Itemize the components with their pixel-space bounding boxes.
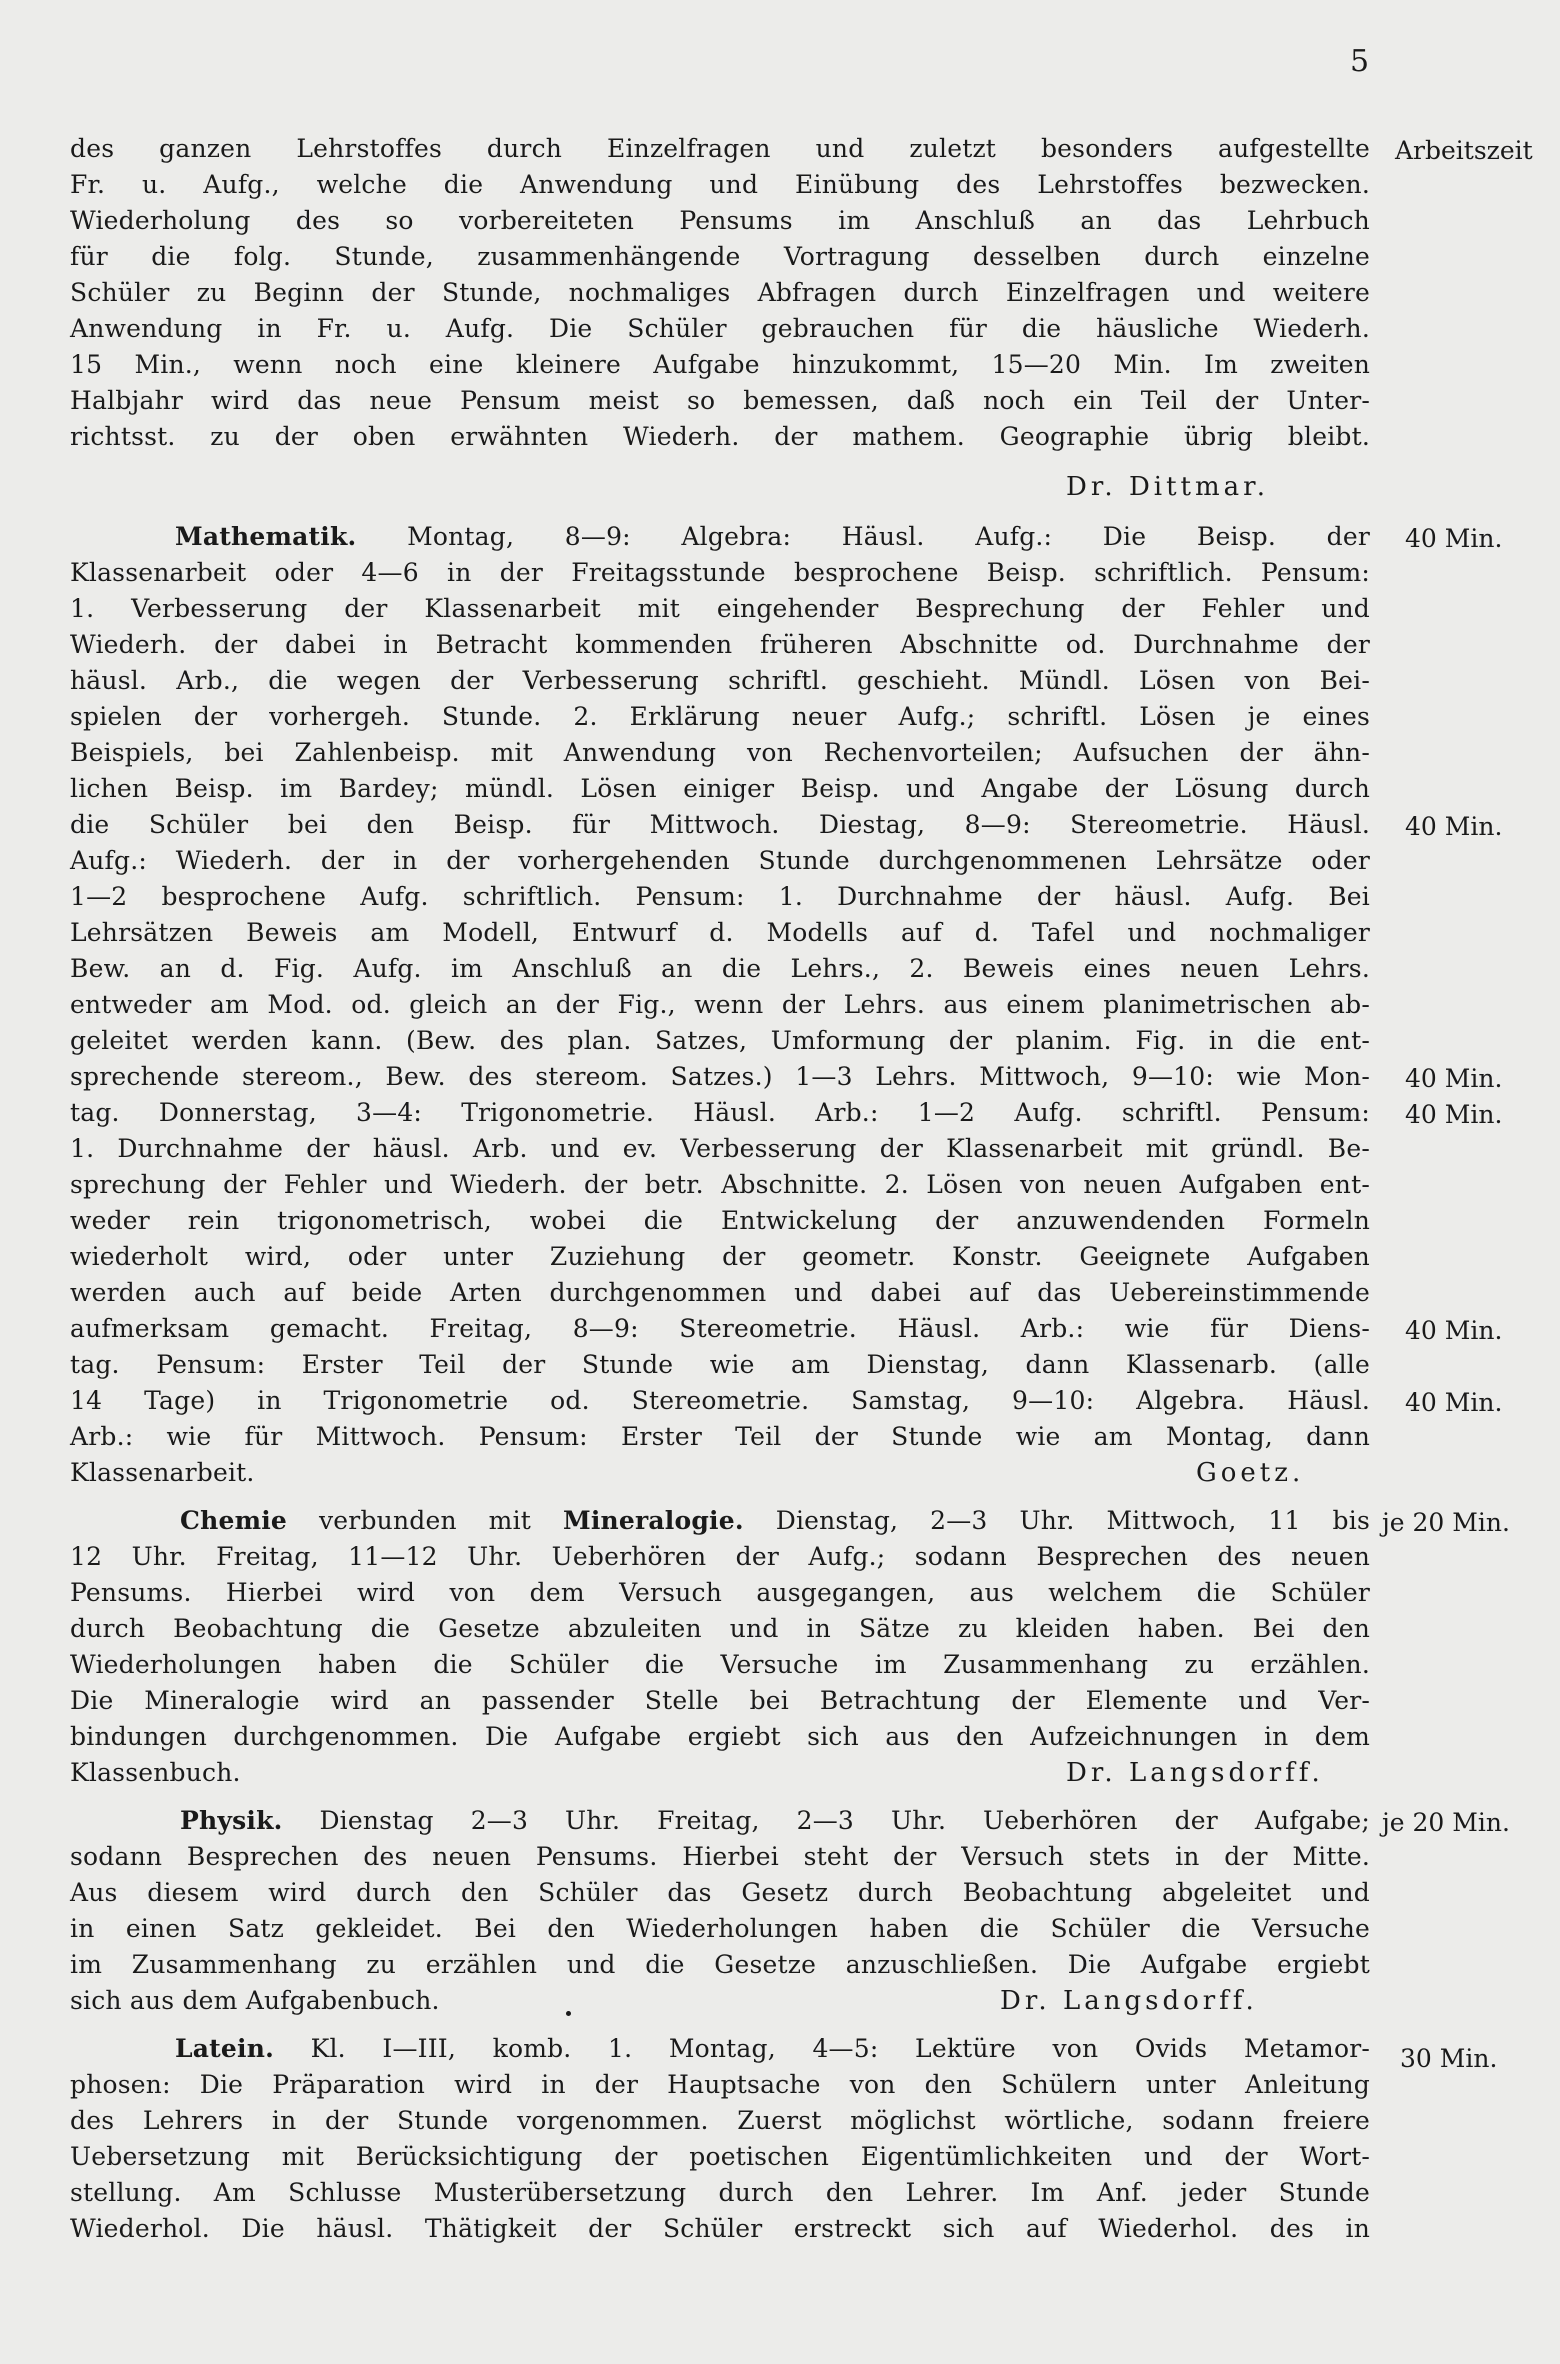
section-heading-mineralogie: Mineralogie. [562,1506,744,1535]
text-line: durch Beobachtung die Gesetze abzuleiten und in Sätze zu kleiden haben. Bei den [70,1614,1370,1643]
text-line: die Schüler bei den Beisp. für Mittwoch. Diestag, 8—9: Stereometrie. Häusl. [70,810,1370,839]
text-line: tag. Donnerstag, 3—4: Trigonometrie. Häusl. Arb.: 1—2 Aufg. schriftl. Pensum: [70,1098,1370,1127]
text-line: Die Mineralogie wird an passender Stelle bei Betrachtung der Elemente und Ver- [70,1686,1370,1715]
text-line: Klassenarbeit oder 4—6 in der Freitagsstunde besprochene Beisp. schriftlich. Pensum: [70,558,1370,587]
text-line: Arb.: wie für Mittwoch. Pensum: Erster Teil der Stunde wie am Montag, dann [70,1422,1370,1451]
text-line: 1. Durchnahme der häusl. Arb. und ev. Verbesserung der Klassenarbeit mit gründl. Be- [70,1134,1370,1163]
text-line: sodann Besprechen des neuen Pensums. Hierbei steht der Versuch stets in der Mitte. [70,1842,1370,1871]
text-line: weder rein trigonometrisch, wobei die Entwickelung der anzuwendenden Formeln [70,1206,1370,1235]
margin-note-time: 40 Min. [1405,1388,1503,1417]
margin-note-time: je 20 Min. [1382,1508,1510,1537]
margin-note-time: 40 Min. [1405,1316,1503,1345]
signature-dittmar: Dr. Dittmar. [1066,472,1269,502]
text-line: Pensums. Hierbei wird von dem Versuch ausgegangen, aus welchem die Schüler [70,1578,1370,1607]
text-line: 14 Tage) in Trigonometrie od. Stereometrie. Samstag, 9—10: Algebra. Häusl. [70,1386,1370,1415]
text-line: im Zusammenhang zu erzählen und die Gesetze anzuschließen. Die Aufgabe ergiebt [70,1950,1370,1979]
text-line: Chemie verbunden mit Mineralogie. Dienstag, 2—3 Uhr. Mittwoch, 11 bis [180,1506,1370,1535]
text-line: 15 Min., wenn noch eine kleinere Aufgabe hinzukommt, 15—20 Min. Im zweiten [70,350,1370,379]
text-line: in einen Satz gekleidet. Bei den Wiederholungen haben die Schüler die Versuche [70,1914,1370,1943]
margin-note-time: 30 Min. [1400,2044,1498,2073]
text-line: Klassenarbeit. [70,1458,255,1487]
text-line: Mathematik. Montag, 8—9: Algebra: Häusl. Aufg.: Die Beisp. der [175,522,1370,551]
text-line: sprechende stereom., Bew. des stereom. Satzes.) 1—3 Lehrs. Mittwoch, 9—10: wie Mon- [70,1062,1370,1091]
text-line: Beispiels, bei Zahlenbeisp. mit Anwendung von Rechenvorteilen; Aufsuchen der ähn- [70,738,1370,767]
print-speck [566,2011,571,2016]
text-line: Aufg.: Wiederh. der in der vorhergehenden Stunde durchgenommenen Lehrsätze oder [70,846,1370,875]
signature-langsdorff: Dr. Langsdorff. [1000,1986,1258,2016]
text-line: werden auch auf beide Arten durchgenommen und dabei auf das Uebereinstimmende [70,1278,1370,1307]
text-line: 1. Verbesserung der Klassenarbeit mit eingehender Besprechung der Fehler und [70,594,1370,623]
text-line: Lehrsätzen Beweis am Modell, Entwurf d. Modells auf d. Tafel und nochmaliger [70,918,1370,947]
signature-langsdorff: Dr. Langsdorff. [1066,1758,1324,1788]
section-heading-mathematik: Mathematik. [175,522,357,551]
text-line: lichen Beisp. im Bardey; mündl. Lösen einiger Beisp. und Angabe der Lösung durch [70,774,1370,803]
text-line: sich aus dem Aufgabenbuch. [70,1986,440,2015]
text-line: Schüler zu Beginn der Stunde, nochmaliges Abfragen durch Einzelfragen und weitere [70,278,1370,307]
text-line: des Lehrers in der Stunde vorgenommen. Zuerst möglichst wörtliche, sodann freiere [70,2106,1370,2135]
text-line: Aus diesem wird durch den Schüler das Gesetz durch Beobachtung abgeleitet und [70,1878,1370,1907]
text-line: Wiederh. der dabei in Betracht kommenden früheren Abschnitte od. Durchnahme der [70,630,1370,659]
text-line: Bew. an d. Fig. Aufg. im Anschluß an die Lehrs., 2. Beweis eines neuen Lehrs. [70,954,1370,983]
text-line: phosen: Die Präparation wird in der Hauptsache von den Schülern unter Anleitung [70,2070,1370,2099]
text-line: Wiederholungen haben die Schüler die Versuche im Zusammenhang zu erzählen. [70,1650,1370,1679]
text-line: für die folg. Stunde, zusammenhängende Vortragung desselben durch einzelne [70,242,1370,271]
text-line: Klassenbuch. [70,1758,241,1787]
margin-note-time: 40 Min. [1405,1064,1503,1093]
signature-goetz: Goetz. [1196,1458,1305,1488]
margin-note-arbeitszeit: Arbeitszeit [1395,136,1533,165]
text-line: 12 Uhr. Freitag, 11—12 Uhr. Ueberhören der Aufg.; sodann Besprechen des neuen [70,1542,1370,1571]
text-line: Anwendung in Fr. u. Aufg. Die Schüler gebrauchen für die häusliche Wiederh. [70,314,1370,343]
text-line: Wiederholung des so vorbereiteten Pensums im Anschluß an das Lehrbuch [70,206,1370,235]
section-heading-physik: Physik. [180,1806,283,1835]
margin-note-time: je 20 Min. [1382,1808,1510,1837]
text-line: sprechung der Fehler und Wiederh. der betr. Abschnitte. 2. Lösen von neuen Aufgaben ent- [70,1170,1370,1199]
text-line: häusl. Arb., die wegen der Verbesserung schriftl. geschieht. Mündl. Lösen von Bei- [70,666,1370,695]
text-line: Halbjahr wird das neue Pensum meist so bemessen, daß noch ein Teil der Unter- [70,386,1370,415]
text-line: aufmerksam gemacht. Freitag, 8—9: Stereometrie. Häusl. Arb.: wie für Diens- [70,1314,1370,1343]
text-line: geleitet werden kann. (Bew. des plan. Satzes, Umformung der planim. Fig. in die ent- [70,1026,1370,1055]
text-line: tag. Pensum: Erster Teil der Stunde wie am Dienstag, dann Klassenarb. (alle [70,1350,1370,1379]
section-heading-latein: Latein. [175,2034,275,2063]
text-line: 1—2 besprochene Aufg. schriftlich. Pensum: 1. Durchnahme der häusl. Aufg. Bei [70,882,1370,911]
section-heading-chemie: Chemie [180,1506,288,1535]
text-line: Wiederhol. Die häusl. Thätigkeit der Schüler erstreckt sich auf Wiederhol. des in [70,2214,1370,2243]
page-number: 5 [1350,44,1370,79]
text-line: Latein. Kl. I—III, komb. 1. Montag, 4—5: Lektüre von Ovids Metamor- [175,2034,1370,2063]
text-line: spielen der vorhergeh. Stunde. 2. Erklärung neuer Aufg.; schriftl. Lösen je eines [70,702,1370,731]
text-line: entweder am Mod. od. gleich an der Fig., wenn der Lehrs. aus einem planimetrischen ab- [70,990,1370,1019]
margin-note-time: 40 Min. [1405,524,1503,553]
text-line: Fr. u. Aufg., welche die Anwendung und Einübung des Lehrstoffes bezwecken. [70,170,1370,199]
margin-note-time: 40 Min. [1405,1100,1503,1129]
text-line: bindungen durchgenommen. Die Aufgabe ergiebt sich aus den Aufzeichnungen in dem [70,1722,1370,1751]
text-line: stellung. Am Schlusse Musterübersetzung durch den Lehrer. Im Anf. jeder Stunde [70,2178,1370,2207]
text-line: Uebersetzung mit Berücksichtigung der poetischen Eigentümlichkeiten und der Wort- [70,2142,1370,2171]
margin-note-time: 40 Min. [1405,812,1503,841]
text-line: des ganzen Lehrstoffes durch Einzelfragen und zuletzt besonders aufgestellte [70,134,1370,163]
text-line: richtsst. zu der oben erwähnten Wiederh. der mathem. Geographie übrig bleibt. [70,422,1370,451]
text-line: wiederholt wird, oder unter Zuziehung der geometr. Konstr. Geeignete Aufgaben [70,1242,1370,1271]
text-line: Physik. Dienstag 2—3 Uhr. Freitag, 2—3 Uhr. Ueberhören der Aufgabe; [180,1806,1370,1835]
